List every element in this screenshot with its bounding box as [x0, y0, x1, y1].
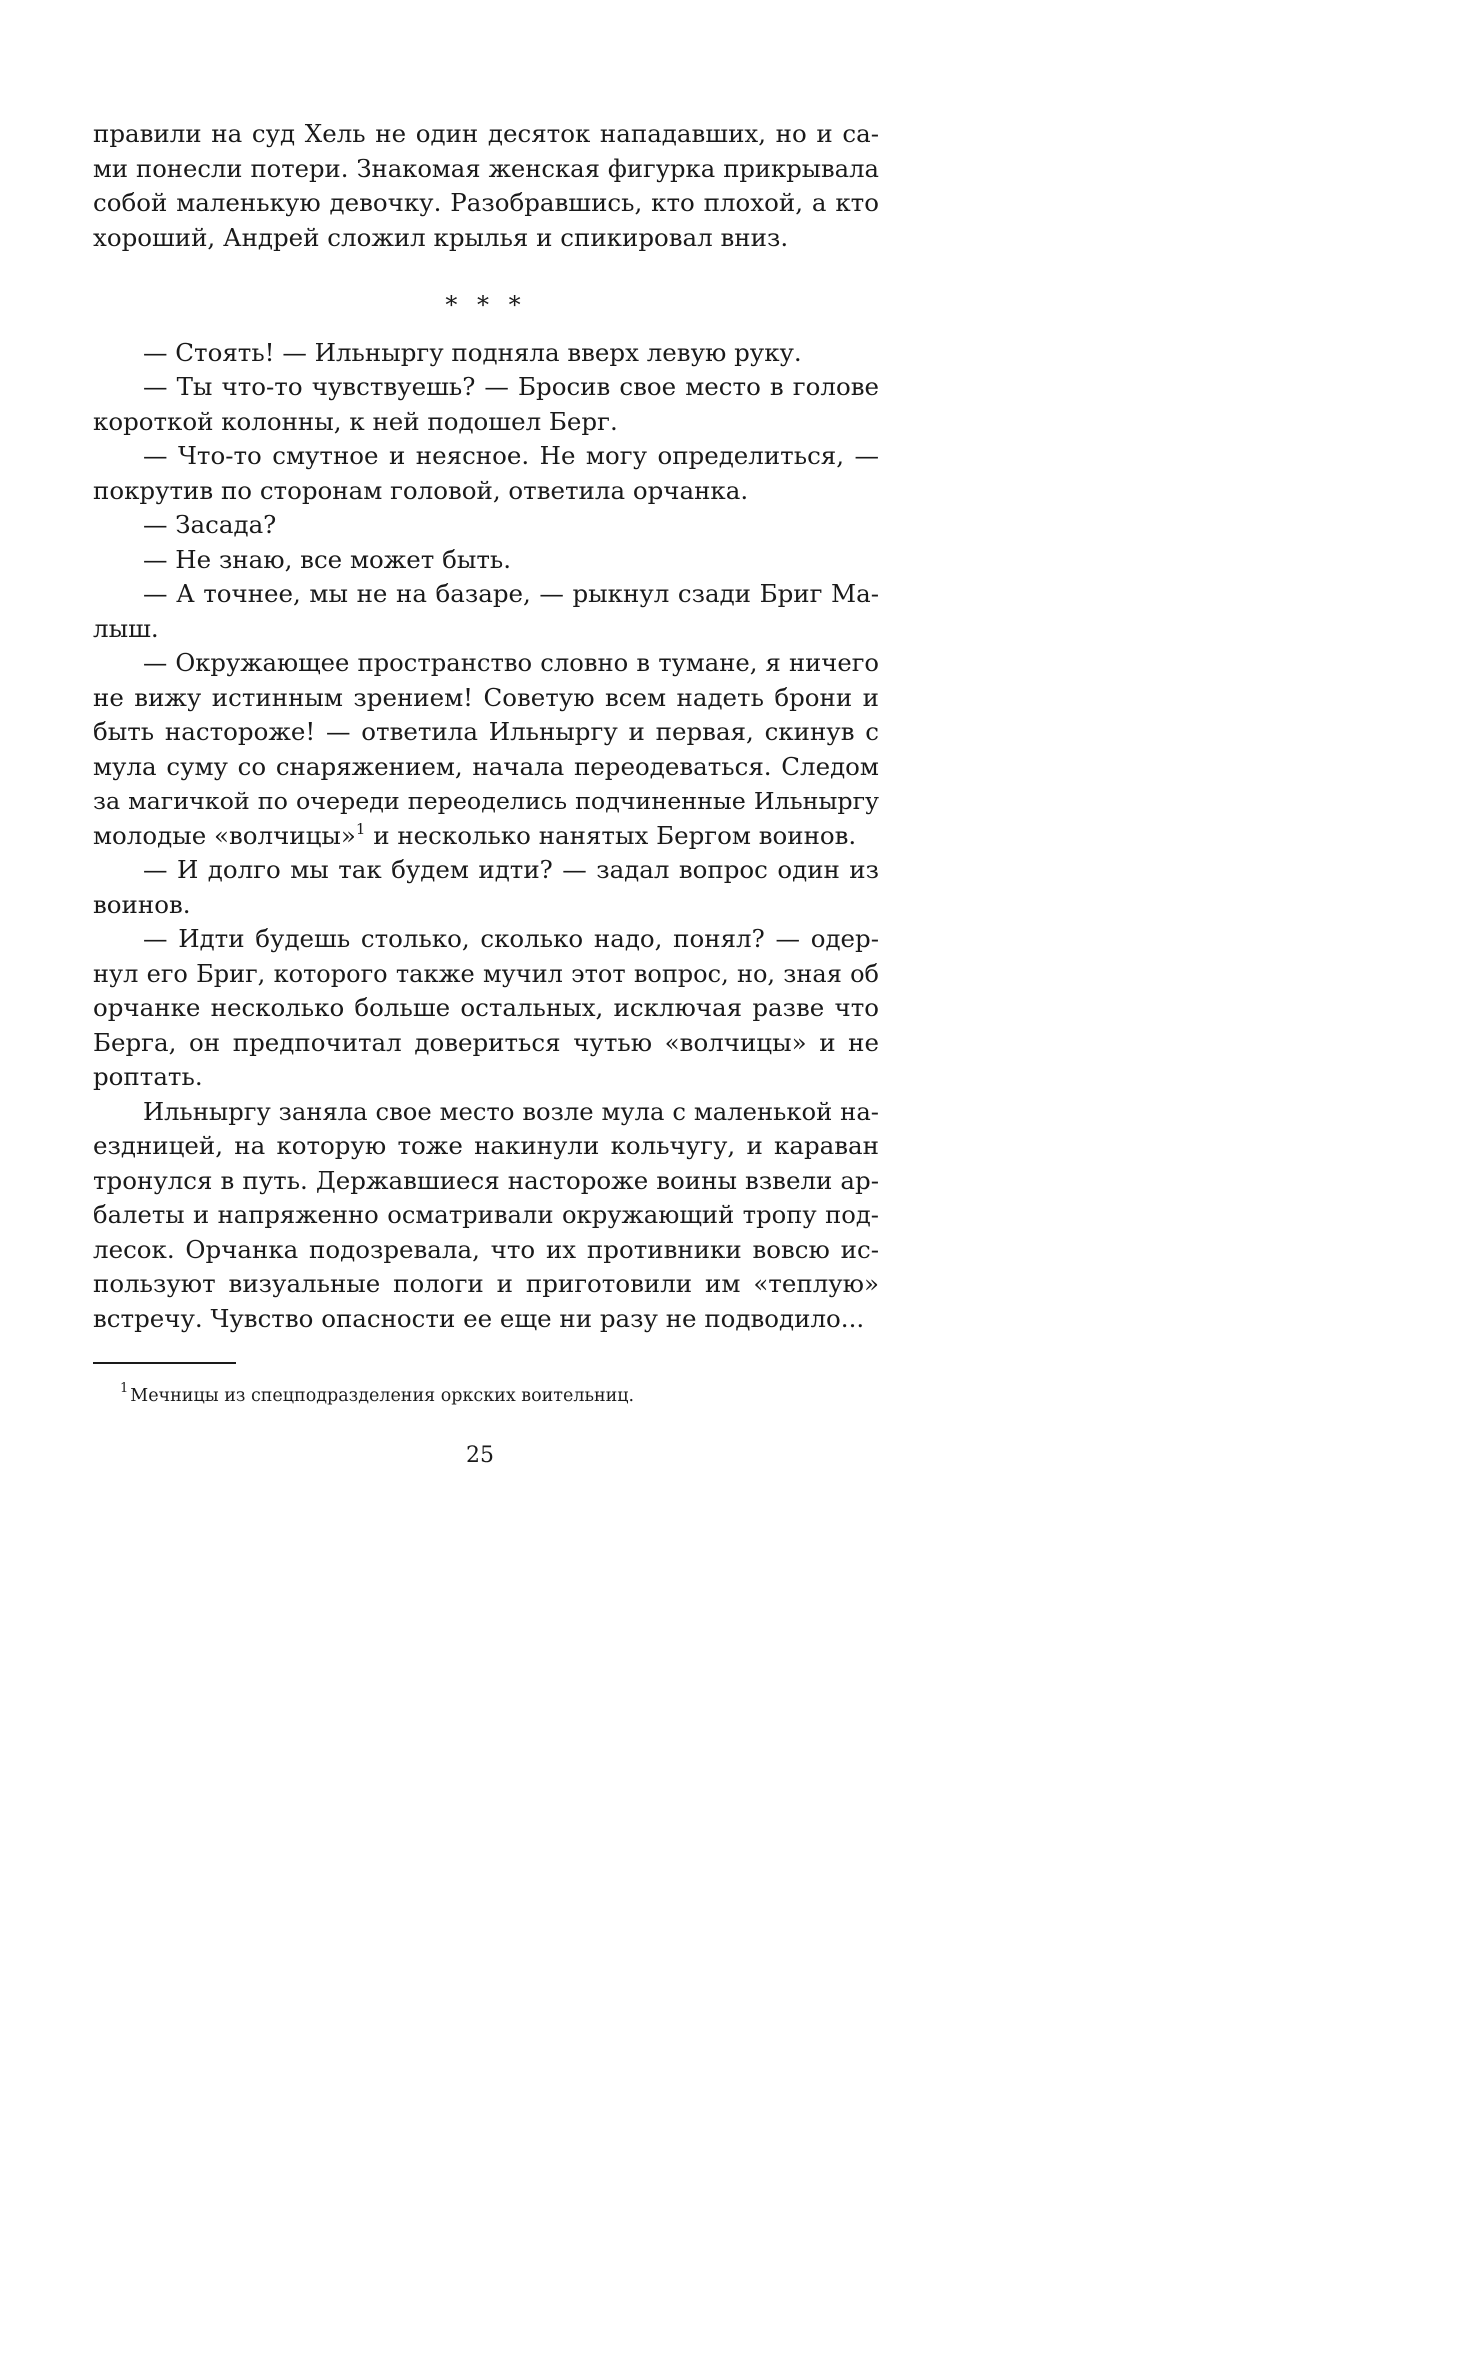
text-line: — И долго мы так будем идти? — задал вопрос один из — [143, 855, 879, 884]
text-line: короткой колонны, к ней подошел Берг. — [93, 406, 618, 436]
text-line: ездницей, на которую тоже накинули кольчугу, и караван — [93, 1131, 879, 1160]
text-line: воинов. — [93, 889, 191, 919]
text-line: — Ты что-то чувствуешь? — Бросив свое место в голове — [143, 372, 879, 401]
text-line: — Что-то смутное и неясное. Не могу определиться, — — [143, 441, 879, 470]
footnote-number: 1 — [120, 1381, 129, 1396]
footnote-context-after: и несколько нанятых Бергом воинов. — [365, 820, 857, 850]
text-line: хороший, Андрей сложил крылья и спикировал вниз. — [93, 222, 789, 252]
text-line-with-footnote — [93, 819, 879, 854]
text-line: пользуют визуальные пологи и приготовили им «теплую» — [93, 1269, 879, 1298]
text-line: роптать. — [93, 1062, 203, 1091]
footnote — [120, 1381, 635, 1408]
text-line: покрутив по сторонам головой, ответила орчанка. — [93, 475, 749, 505]
text-line: балеты и напряженно осматривали окружающий тропу под- — [93, 1200, 879, 1229]
text-line: — Стоять! — Ильныргу подняла вверх левую руку. — [143, 337, 802, 367]
text-line: встречу. Чувство опасности ее еще ни разу не подводило... — [93, 1303, 865, 1333]
page-number: 25 — [466, 1443, 494, 1468]
book-page-text — [93, 117, 879, 1336]
text-line: за магичкой по очереди переоделись подчиненные Ильныргу — [93, 787, 879, 815]
text-line: — Идти будешь столько, сколько надо, понял? — одер- — [143, 924, 879, 953]
text-line: — Окружающее пространство словно в тумане, я ничего — [143, 648, 879, 677]
text-line: — А точнее, мы не на базаре, — рыкнул сзади Бриг Ма- — [143, 579, 879, 608]
text-line: правили на суд Хель не один десяток нападавших, но и са- — [93, 119, 879, 148]
section-separator: * * * — [445, 291, 527, 319]
text-line: нул его Бриг, которого также мучил этот вопрос, но, зная об — [93, 959, 879, 988]
text-line: не вижу истинным зрением! Советую всем надеть брони и — [93, 682, 879, 712]
text-line: лесок. Орчанка подозревала, что их противники вовсю ис- — [93, 1234, 879, 1264]
text-line: быть настороже! — ответила Ильныргу и первая, скинув с — [93, 717, 879, 746]
text-line: лыш. — [93, 613, 159, 643]
text-line: — Засада? — [143, 510, 277, 539]
footnote-marker[interactable]: 1 — [355, 819, 366, 838]
text-line: мула суму со снаряжением, начала переодеваться. Следом — [93, 751, 879, 781]
text-line: — Не знаю, все может быть. — [143, 544, 512, 574]
footnote-divider — [93, 1362, 236, 1364]
text-line: Ильныргу заняла свое место возле мула с маленькой на- — [143, 1096, 879, 1126]
footnote-context-before: молодые «волчицы» — [93, 820, 356, 850]
footnote-text: Мечницы из спецподразделения оркских воительниц. — [130, 1386, 635, 1406]
text-line: тронулся в путь. Державшиеся настороже воины взвели ар- — [93, 1165, 879, 1195]
text-line: орчанке несколько больше остальных, исключая разве что — [93, 993, 879, 1022]
text-line: собой маленькую девочку. Разобравшись, кто плохой, а кто — [93, 188, 879, 217]
text-line: ми понесли потери. Знакомая женская фигурка прикрывала — [93, 153, 879, 183]
text-line: Берга, он предпочитал довериться чутью «волчицы» и не — [93, 1027, 879, 1057]
